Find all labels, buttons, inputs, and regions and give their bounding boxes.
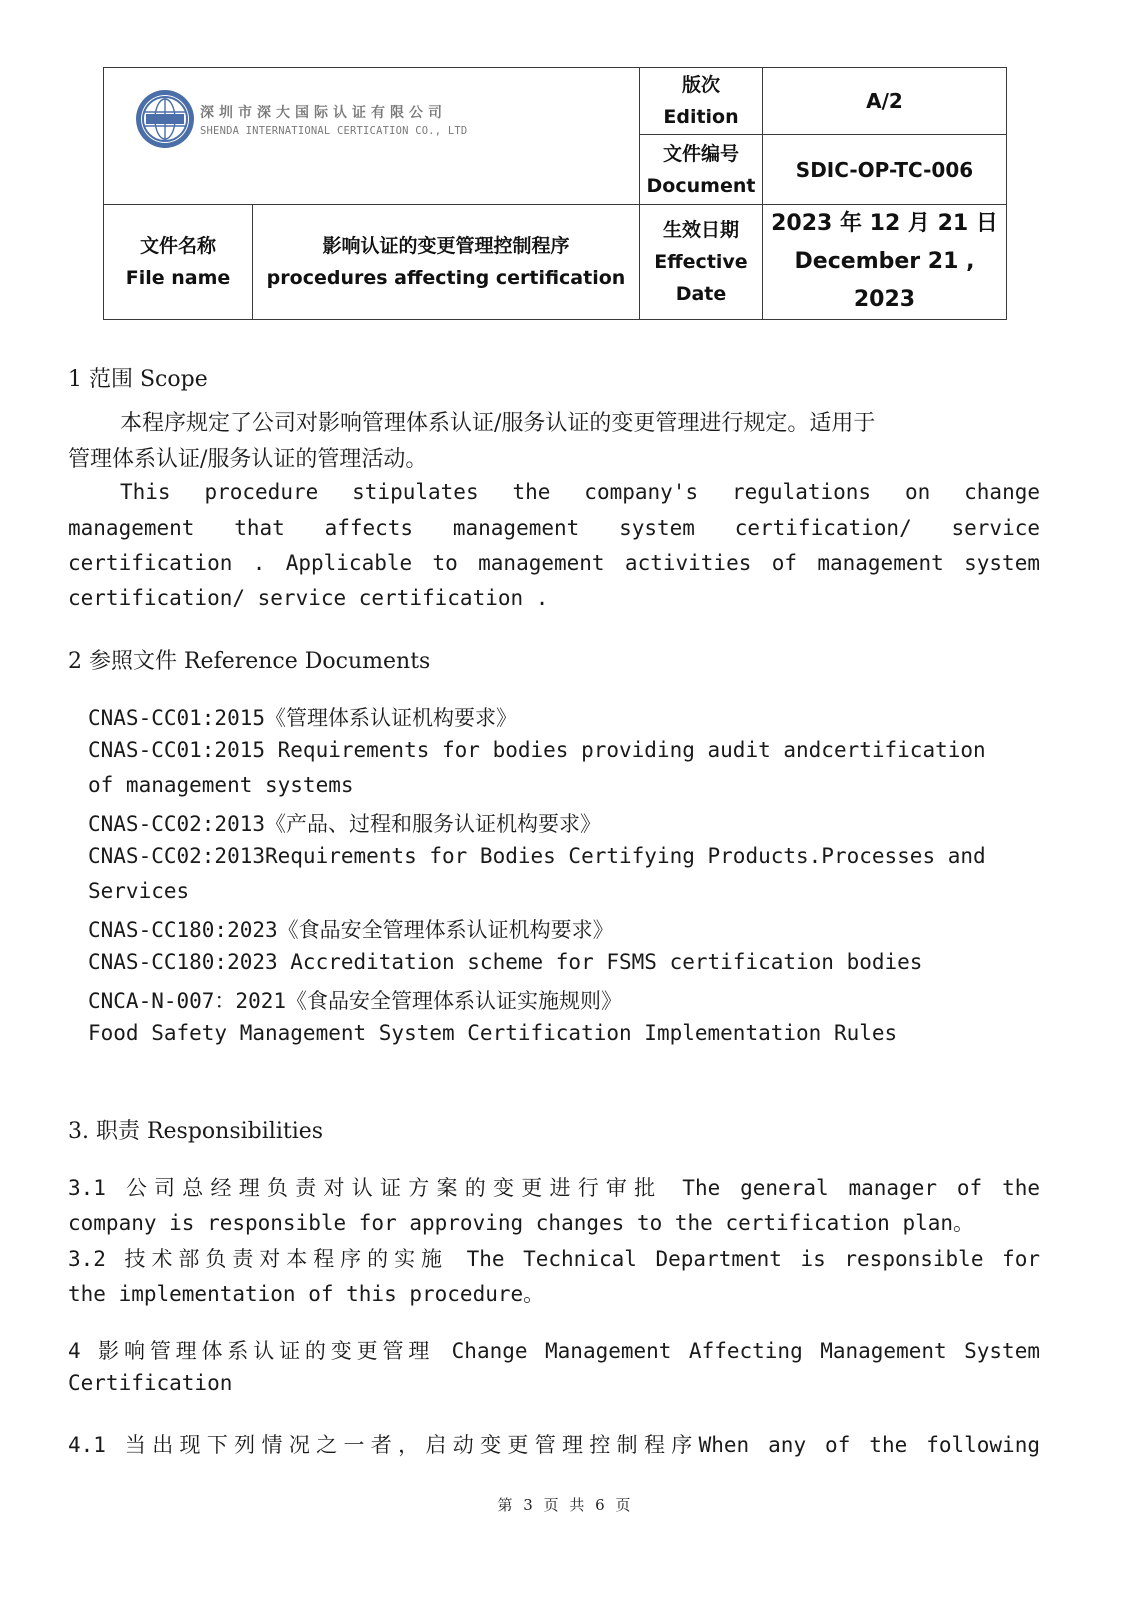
file-name-value: 影响认证的变更管理控制程序 procedures affecting certification	[253, 205, 640, 320]
section-3-1-line: company is responsible for approving changes to the certification plan。	[68, 1211, 975, 1235]
reference-item: Food Safety Management System Certification Implementation Rules	[88, 1021, 898, 1045]
section-1-en-line: certification/ service certification .	[68, 586, 549, 610]
section-4-heading: 4 影响管理体系认证的变更管理 Change Management Affecting Management System	[68, 1339, 1040, 1363]
section-3-heading: 3. 职责 Responsibilities	[68, 1119, 324, 1144]
reference-item: CNAS-CC02:2013《产品、过程和服务认证机构要求》	[88, 812, 602, 836]
section-3-2-line: 3.2 技术部负责对本程序的实施 The Technical Department is responsible for	[68, 1247, 1040, 1271]
reference-item: of management systems	[88, 773, 354, 797]
section-3-1-line: 3.1 公司总经理负责对认证方案的变更进行审批 The general manager of the	[68, 1176, 1040, 1200]
reference-item: CNAS-CC01:2015 Requirements for bodies providing audit andcertification	[88, 738, 986, 762]
document-label: 文件编号 Document	[640, 135, 763, 205]
file-name-label: 文件名称 File name	[104, 205, 253, 320]
company-logo	[134, 88, 467, 150]
reference-item: Services	[88, 879, 190, 903]
section-1-heading: 1 范围 Scope	[68, 367, 208, 392]
reference-item: CNCA-N-007：2021《食品安全管理体系认证实施规则》	[88, 989, 623, 1013]
company-name-en: SHENDA INTERNATIONAL CERTICATION CO., LTD	[200, 124, 468, 137]
section-1-cn-line: 管理体系认证/服务认证的管理活动。	[68, 447, 428, 472]
edition-label: 版次 Edition	[640, 68, 763, 135]
section-4-1-line: 4.1 当出现下列情况之一者，启动变更管理控制程序When any of the following	[68, 1433, 1040, 1457]
edition-value: A/2	[763, 68, 1007, 135]
effective-date-label: 生效日期 Effective Date	[640, 205, 763, 320]
document-number-value: SDIC-OP-TC-006	[763, 135, 1007, 205]
section-1-cn-line: 本程序规定了公司对影响管理体系认证/服务认证的变更管理进行规定。适用于	[120, 411, 876, 436]
company-name-cn: 深圳市深大国际认证有限公司	[200, 104, 447, 121]
reference-item: CNAS-CC01:2015《管理体系认证机构要求》	[88, 706, 518, 730]
reference-item: CNAS-CC180:2023《食品安全管理体系认证机构要求》	[88, 918, 614, 942]
section-1-en-line: management that affects management system certification/ service	[68, 516, 1040, 540]
reference-item: CNAS-CC02:2013Requirements for Bodies Certifying Products.Processes and	[88, 844, 986, 868]
section-1-en-line: This procedure stipulates the company's regulations on change	[120, 480, 1040, 504]
section-2-heading: 2 参照文件 Reference Documents	[68, 649, 431, 674]
page-number-footer: 第 3 页 共 6 页	[497, 1496, 634, 1514]
globe-seal-icon	[134, 88, 196, 150]
document-header-table	[103, 67, 1007, 320]
section-1-en-line: certification . Applicable to management activities of management system	[68, 551, 1040, 575]
reference-item: CNAS-CC180:2023 Accreditation scheme for FSMS certification bodies	[88, 950, 923, 974]
section-3-2-line: the implementation of this procedure。	[68, 1282, 545, 1306]
company-logo-cell	[104, 68, 640, 205]
section-4-heading: Certification	[68, 1371, 233, 1395]
effective-date-value: 2023 年 12 月 21 日 December 21 , 2023	[763, 205, 1007, 320]
